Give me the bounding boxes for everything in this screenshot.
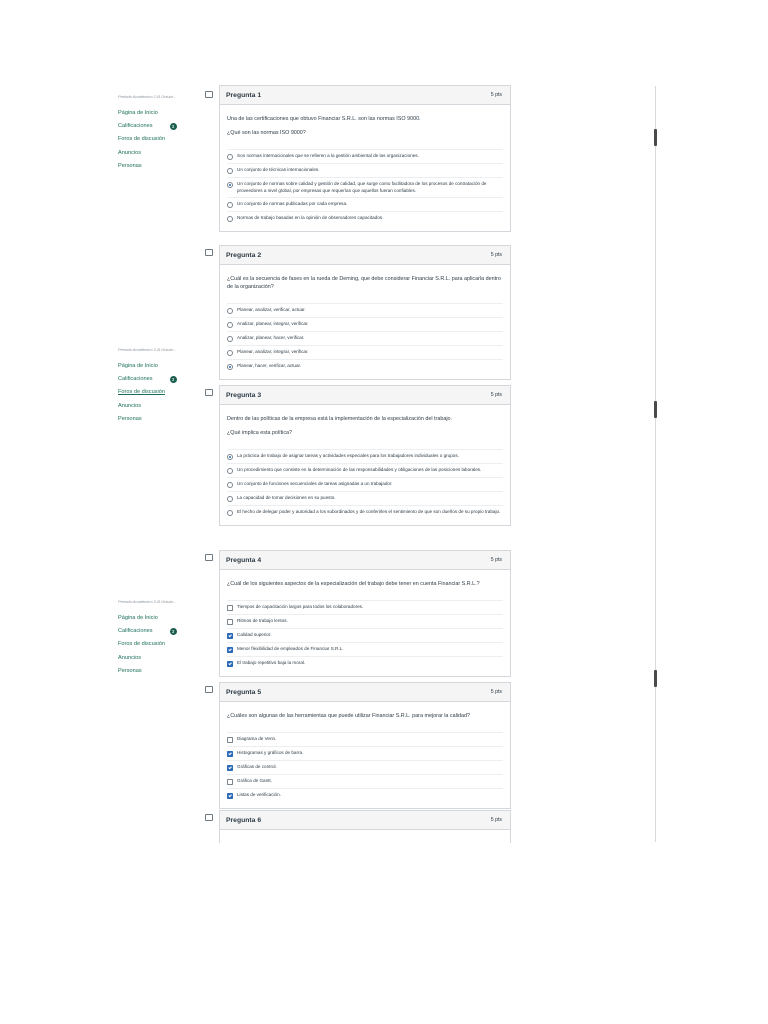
question-text: Una de las certificaciones que obtuvo Financiar S.R.L. son las normas ISO 9000. [227,116,421,122]
question-header [220,86,510,105]
answer-label: El trabajo repetitivo baja la moral. [237,660,306,665]
answer-checkbox[interactable] [227,605,233,611]
scrollbar-track[interactable] [655,86,656,842]
answer-radio[interactable] [227,202,233,208]
question-subtext: ¿Qué implica esta política? [227,430,293,436]
question-title: Pregunta 4 [226,556,262,564]
answer-radio[interactable] [227,496,233,502]
question-title: Pregunta 6 [226,816,262,824]
nav-announcements-link[interactable]: Anuncios [118,149,142,156]
nav-discussions-link[interactable]: Foros de discusión [118,136,165,143]
nav-people-link[interactable]: Personas [118,667,142,674]
answer-option[interactable] [227,656,503,670]
question-body [220,105,510,231]
scrollbar-thumb[interactable] [654,129,657,146]
nav-people-link[interactable]: Personas [118,162,142,169]
answer-radio[interactable] [227,154,233,160]
question-body [220,265,510,379]
answer-option[interactable] [227,760,503,774]
question-points: 5 pts [490,392,502,398]
answer-checkbox[interactable] [227,619,233,625]
answer-label: Calidad superior. [237,632,272,637]
answer-label: Planear, hacer, verificar, actuar. [237,363,302,368]
answer-option[interactable] [227,163,503,177]
answer-checkbox[interactable] [227,765,233,771]
question-title: Pregunta 5 [226,688,262,696]
answer-option[interactable] [227,788,503,802]
question-title: Pregunta 2 [226,251,262,259]
question-card [219,550,511,677]
answer-option[interactable] [227,317,503,331]
answer-radio[interactable] [227,350,233,356]
answer-option[interactable] [227,303,503,317]
question-body [220,405,510,525]
question-card [219,385,511,526]
grades-count-badge: 3 [170,628,177,635]
grades-count-badge: 3 [170,123,177,130]
answer-label: Gráficas de control. [237,764,277,769]
answer-label: Normas de trabajo basadas en la opinión de observadores capacitados. [237,215,384,221]
question-points: 5 pts [490,92,502,98]
question-card [219,85,511,232]
answer-label: Diagrama de Venn. [237,736,277,741]
answer-label: La capacidad de tomar decisiones en su puesto. [237,495,336,500]
nav-grades-link[interactable]: Calificaciones 3 [118,120,198,133]
question-points: 5 pts [490,817,502,823]
term-label: Periodo Académico 2-B Octubr... [118,94,177,99]
answer-label: Gráfica de Gantt. [237,778,272,783]
question-subtext: ¿Qué son las normas ISO 9000? [227,130,306,136]
question-text: ¿Cuál de los siguientes aspectos de la especialización del trabajo debe tener en cuenta Financiar S.R.L.? [227,581,480,587]
answer-radio[interactable] [227,322,233,328]
question-body [220,570,510,676]
question-text: Dentro de las políticas de la empresa está la implementación de la especialización del trabajo. [227,416,453,422]
answer-checkbox[interactable] [227,737,233,743]
answer-option[interactable] [227,197,503,211]
answer-checkbox[interactable] [227,647,233,653]
answer-option[interactable] [227,345,503,359]
answer-label: Un conjunto de funciones secuenciales de tareas asignadas a un trabajador. [237,481,393,486]
question-card [219,682,511,809]
flag-question-4-icon[interactable] [205,554,213,561]
answer-label: Planear, analizar, integrar, verificar. [237,349,309,354]
answer-option[interactable] [227,331,503,345]
answer-label: Un conjunto de normas sobre calidad y gestión de calidad, que surge como facilitadora de los procesos de contratación de proveedores a nivel global, por empresas que requerían que aquellos fueran confiables. [237,181,487,193]
answer-option[interactable] [227,177,503,197]
nav-people-link[interactable]: Personas [118,415,142,422]
answer-option[interactable] [227,600,503,614]
answer-label: Un procedimiento que consiste en la determinación de las responsabilidades y obligaciones de las posiciones laborales. [237,467,482,472]
nav-grades-link[interactable]: Calificaciones 3 [118,373,198,386]
question-text: ¿Cuáles son algunas de las herramientas que puede utilizar Financiar S.R.L. para mejorar la calidad? [227,713,471,719]
answer-radio[interactable] [227,454,233,460]
question-header [220,551,510,570]
answer-label: Un conjunto de normas publicadas por cada empresa. [237,201,348,207]
answer-radio[interactable] [227,182,233,188]
answer-radio[interactable] [227,336,233,342]
answer-radio[interactable] [227,364,233,370]
question-title: Pregunta 1 [226,91,262,99]
answer-label: Son normas internacionales que se refieren a la gestión ambiental de las organizaciones. [237,153,419,158]
course-nav-3 [118,599,198,678]
question-header [220,683,510,702]
answer-radio[interactable] [227,468,233,474]
nav-home-link[interactable]: Página de Inicio [118,615,158,622]
answer-label: El hecho de delegar poder y autoridad a los subordinados y de conferirles el sentimiento de que son dueños de su propio trabajo. [237,509,501,514]
answer-option[interactable] [227,359,503,373]
question-body [220,702,510,808]
flag-question-5-icon[interactable] [205,686,213,693]
answer-checkbox[interactable] [227,661,233,667]
question-header [220,811,510,830]
answer-label: Analizar, planear, integrar, verificar. [237,321,309,326]
nav-home-link[interactable]: Página de Inicio [118,110,158,117]
answer-label: Menor flexibilidad de empleados de Financiar S.R.L. [237,646,344,651]
answer-label: Planear, analizar, verificar, actuar. [237,307,306,312]
term-label: Periodo Académico 2-B Octubr... [118,599,177,604]
grades-count-badge: 3 [170,376,177,383]
answer-radio[interactable] [227,308,233,314]
answer-option[interactable] [227,449,503,463]
answer-checkbox[interactable] [227,793,233,799]
question-card [219,245,511,380]
answer-label: Un conjunto de técnicas internacionales. [237,167,320,172]
flag-question-3-icon[interactable] [205,389,213,396]
answer-option[interactable] [227,505,503,519]
answer-radio[interactable] [227,216,233,222]
answer-label: La práctica de trabajo de asignar tareas y actividades especiales para los trabajadores individuales o grupos. [237,453,459,458]
answer-label: Tiempos de capacitación largos para todos los colaboradores. [237,604,364,609]
answer-option[interactable] [227,614,503,628]
answer-radio[interactable] [227,482,233,488]
answer-label: Listas de verificación. [237,792,281,797]
answer-option[interactable] [227,477,503,491]
nav-home-link[interactable]: Página de Inicio [118,363,158,370]
answer-option[interactable] [227,491,503,505]
answer-option[interactable] [227,211,503,225]
answer-option[interactable] [227,746,503,760]
scrollbar-thumb[interactable] [654,401,657,418]
answer-option[interactable] [227,774,503,788]
nav-announcements-link[interactable]: Anuncios [118,402,142,409]
nav-announcements-link[interactable]: Anuncios [118,654,142,661]
question-header [220,246,510,265]
nav-grades-link[interactable]: Calificaciones 3 [118,625,198,638]
scrollbar-thumb[interactable] [654,670,657,687]
answer-label: Ritmos de trabajo lentos. [237,618,288,623]
question-points: 5 pts [490,557,502,563]
answer-option[interactable] [227,732,503,746]
answer-radio[interactable] [227,510,233,516]
question-points: 5 pts [490,689,502,695]
term-label: Periodo Académico 2-B Octubr... [118,347,177,352]
answer-radio[interactable] [227,168,233,174]
flag-question-2-icon[interactable] [205,249,213,256]
nav-discussions-link[interactable]: Foros de discusión [118,389,165,396]
answer-label: Histogramas y gráficos de barra. [237,750,304,755]
flag-question-6-icon[interactable] [205,814,213,821]
question-header [220,386,510,405]
question-title: Pregunta 3 [226,391,262,399]
answer-option[interactable] [227,628,503,642]
course-nav-2 [118,347,198,426]
answer-checkbox[interactable] [227,633,233,639]
answer-label: Analizar, planear, hacer, verificar. [237,335,305,340]
answer-checkbox[interactable] [227,779,233,785]
answer-option[interactable] [227,642,503,656]
answer-option[interactable] [227,463,503,477]
question-card [219,810,511,843]
flag-question-1-icon[interactable] [205,91,213,98]
nav-discussions-link[interactable]: Foros de discusión [118,641,165,648]
answer-checkbox[interactable] [227,751,233,757]
question-text: ¿Cuál es la secuencia de fases en la rueda de Deming, que debe considerar Financiar S.R.L. para aplicarla dentro de la organización? [227,276,501,290]
question-points: 5 pts [490,252,502,258]
course-nav-1 [118,94,198,173]
answer-option[interactable] [227,149,503,163]
